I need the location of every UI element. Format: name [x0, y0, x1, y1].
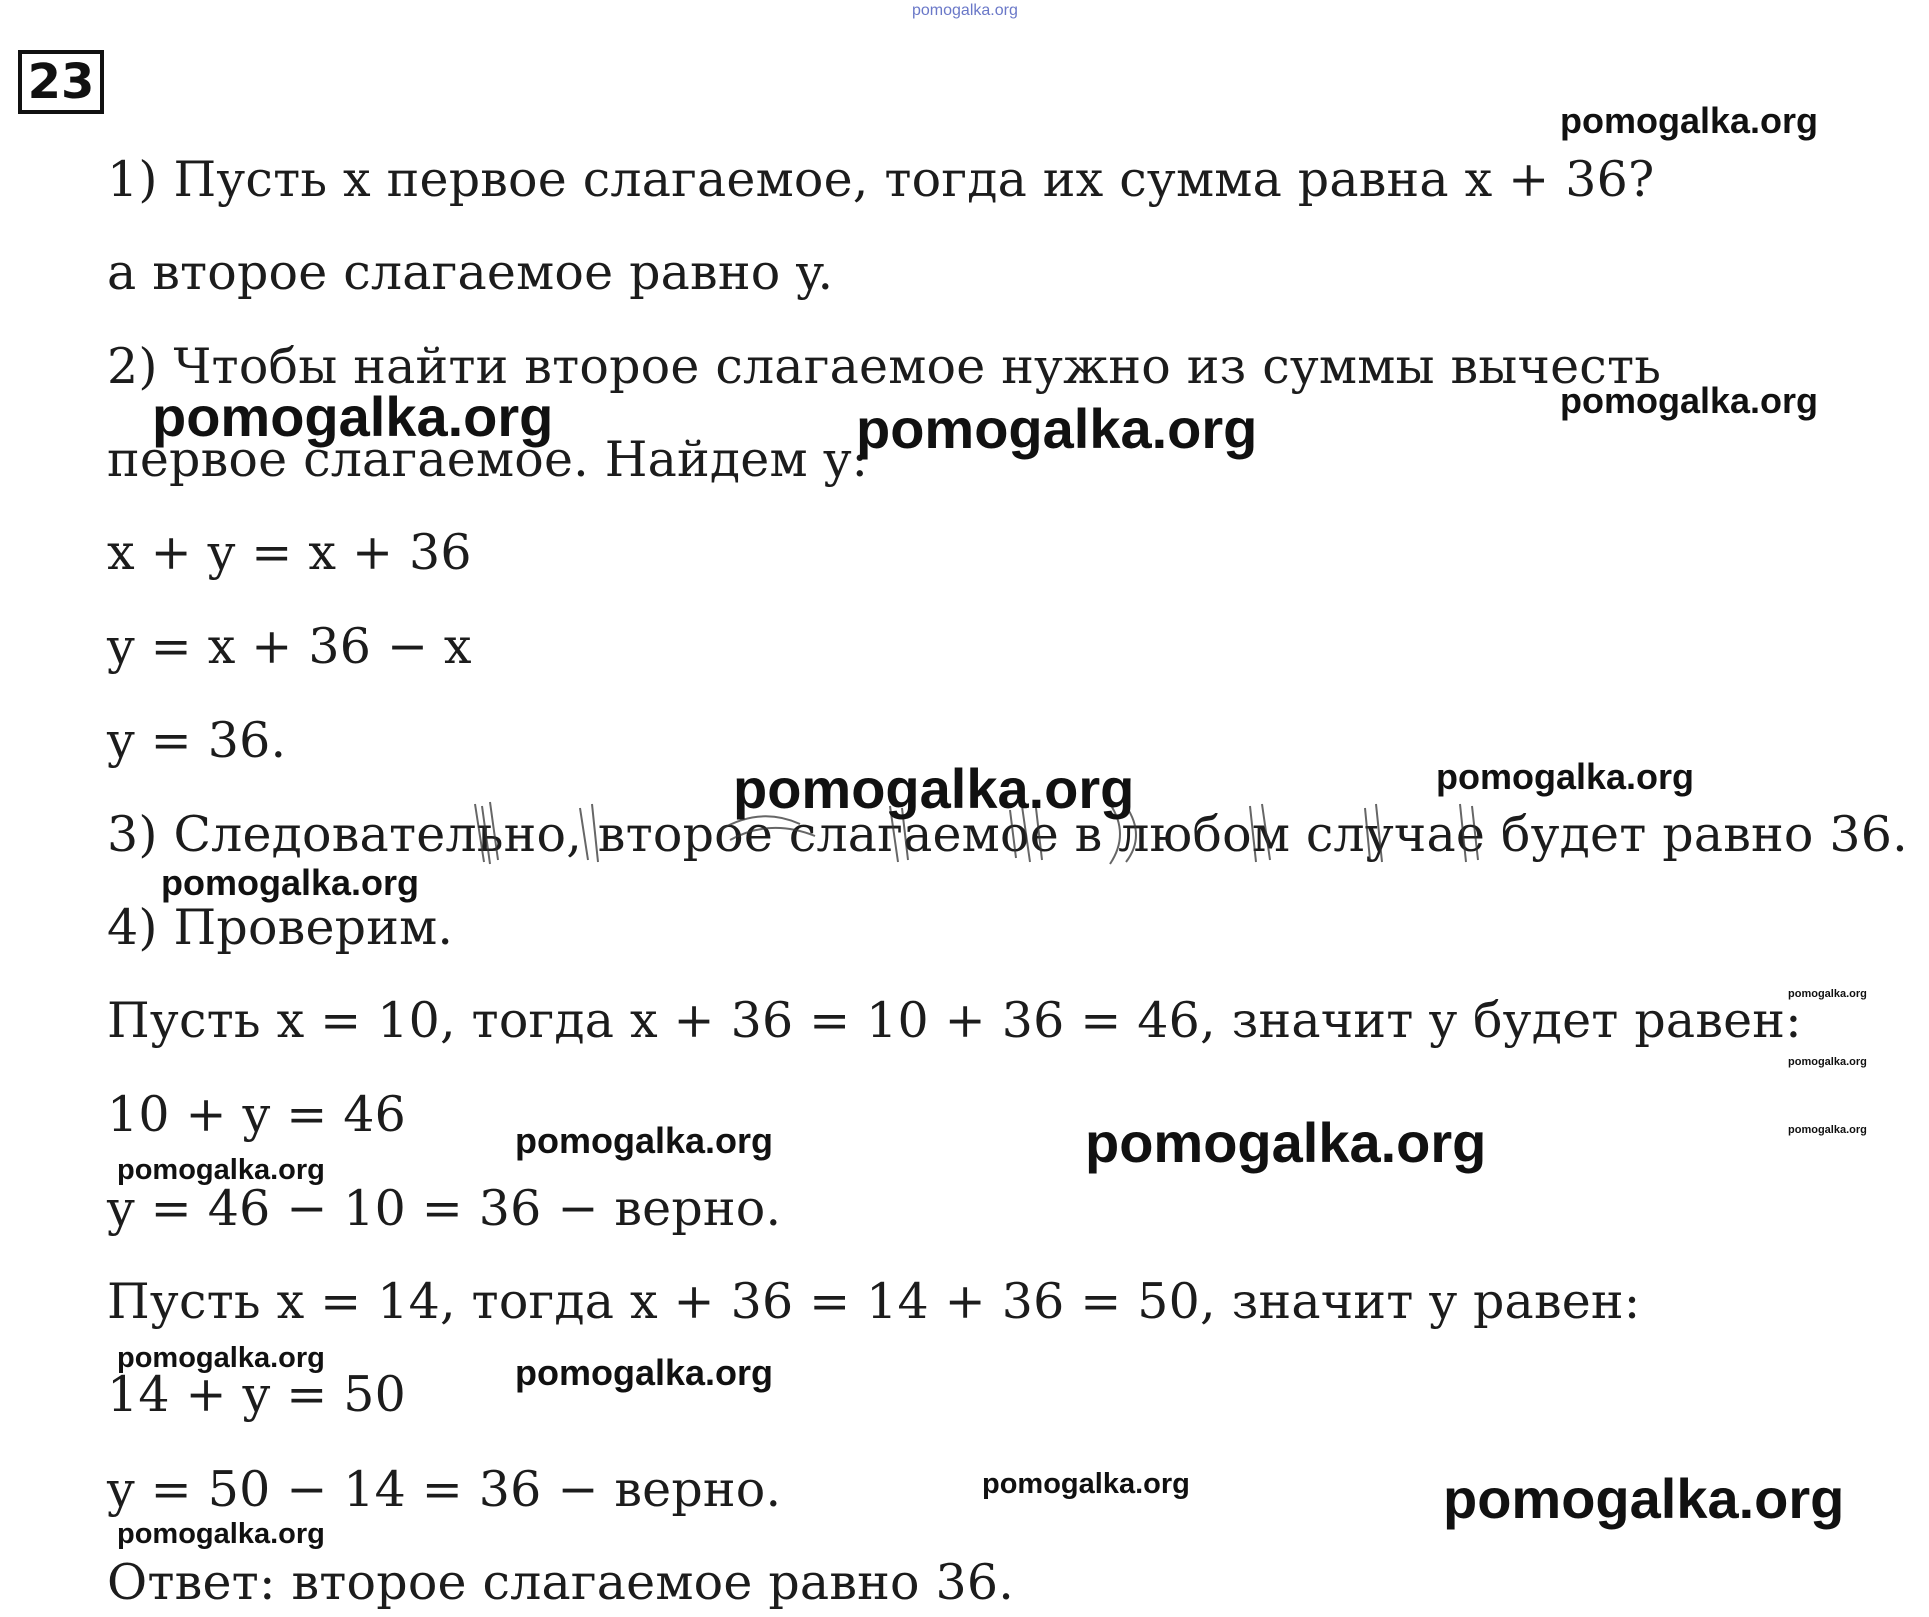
watermark: pomogalka.org: [515, 1120, 774, 1161]
solution-line-13: Пусть x = 14, тогда x + 36 = 14 + 36 = 50, значит y равен:: [107, 1273, 1641, 1330]
watermark: pomogalka.org: [1085, 1111, 1487, 1174]
equation-line-12: y = 46 − 10 = 36 − верно.: [107, 1180, 782, 1237]
solution-line-8: 3) Следовательно, второе слагаемое в любом случае будет равно 36.: [107, 806, 1908, 863]
watermark: pomogalka.org: [1436, 756, 1695, 797]
watermark: pomogalka.org: [1560, 380, 1819, 421]
equation-line-15: y = 50 − 14 = 36 − верно.: [107, 1461, 782, 1518]
watermark: pomogalka.org: [515, 1352, 774, 1393]
solution-line-10: Пусть x = 10, тогда x + 36 = 10 + 36 = 46, значит y будет равен:: [107, 992, 1802, 1049]
equation-line-5: x + y = x + 36: [107, 524, 472, 581]
solution-line-1: 1) Пусть x первое слагаемое, тогда их сумма равна x + 36?: [107, 151, 1655, 208]
equation-line-14: 14 + y = 50: [107, 1366, 406, 1423]
equation-line-11: 10 + y = 46: [107, 1086, 406, 1143]
watermark: pomogalka.org: [856, 397, 1258, 460]
watermark: pomogalka.org: [1443, 1467, 1845, 1530]
watermark: pomogalka.org: [117, 1342, 325, 1374]
watermark: pomogalka.org: [152, 385, 554, 448]
solution-line-4: первое слагаемое. Найдем y:: [107, 431, 869, 488]
equation-line-7: y = 36.: [107, 712, 287, 769]
equation-line-6: y = x + 36 − x: [107, 618, 472, 675]
watermark: pomogalka.org: [117, 1154, 325, 1186]
solution-line-3: 2) Чтобы найти второе слагаемое нужно из суммы вычесть: [107, 338, 1662, 395]
watermark: pomogalka.org: [117, 1518, 325, 1550]
solution-line-9: 4) Проверим.: [107, 899, 454, 956]
watermark-top: pomogalka.org: [912, 2, 1018, 19]
watermark: pomogalka.org: [1788, 1124, 1867, 1136]
watermark: pomogalka.org: [1788, 988, 1867, 1000]
watermark: pomogalka.org: [161, 862, 420, 903]
answer-line: Ответ: второе слагаемое равно 36.: [107, 1554, 1014, 1611]
watermark: pomogalka.org: [733, 757, 1135, 820]
watermark: pomogalka.org: [982, 1468, 1190, 1500]
solution-line-2: а второе слагаемое равно y.: [107, 244, 834, 301]
watermark: pomogalka.org: [1788, 1056, 1867, 1068]
watermark: pomogalka.org: [1560, 100, 1819, 141]
problem-number: 23: [18, 50, 104, 114]
